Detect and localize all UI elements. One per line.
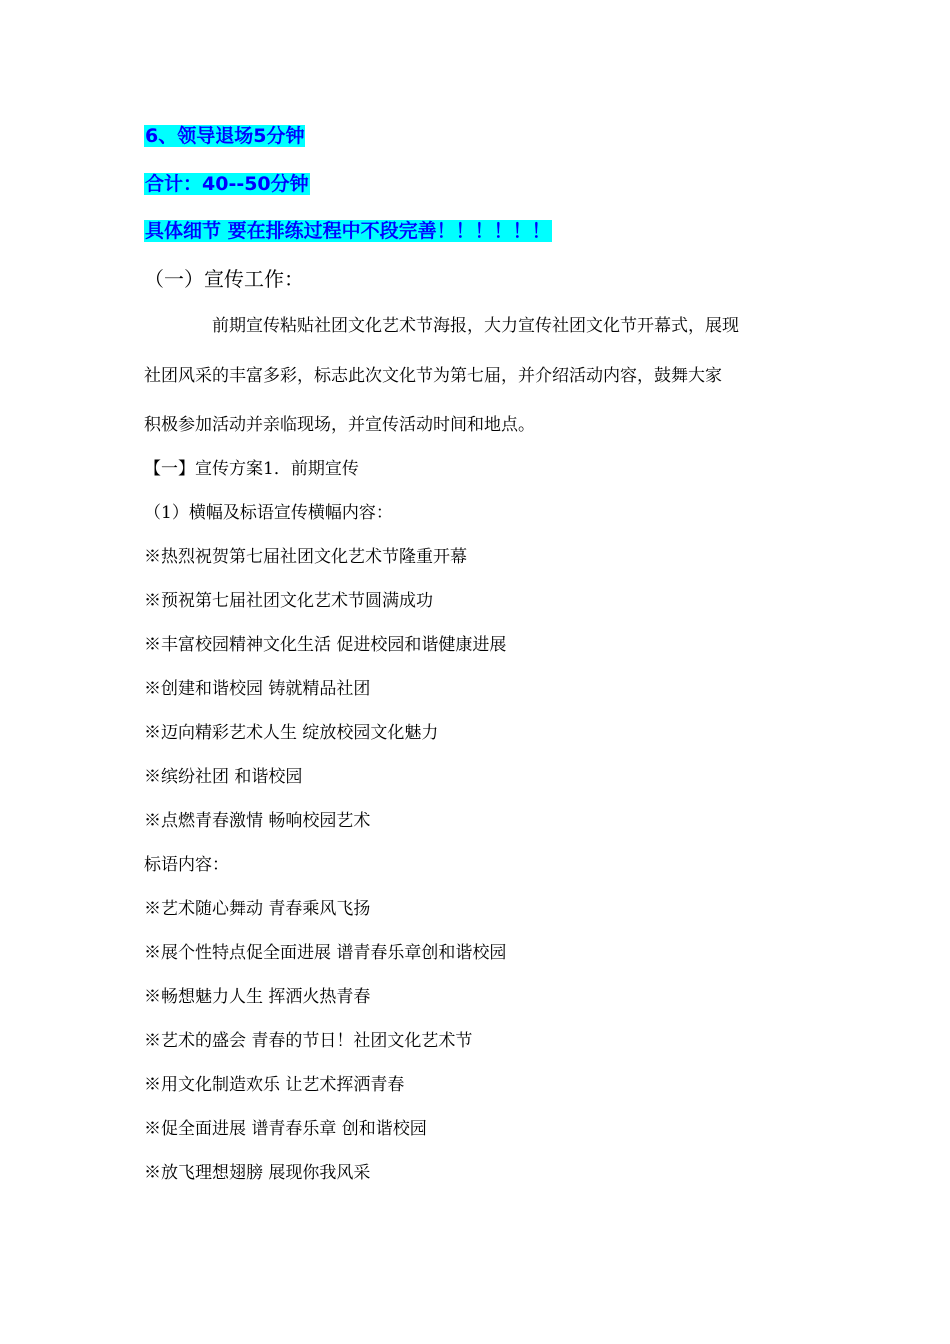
highlight-text: 合计：40--50分钟 [145,173,309,195]
slogan-item: ※艺术随心舞动 青春乘风飞扬 [144,899,371,919]
banner-item: ※点燃青春激情 畅响校园艺术 [144,811,371,831]
highlight-text: 6、领导退场5分钟 [145,125,305,147]
intro-line-1: 前期宣传粘贴社团文化艺术节海报，大力宣传社团文化节开幕式，展现 [212,316,739,336]
highlight-line-details-note [144,218,552,245]
plan-heading: 【一】宣传方案1．前期宣传 [144,459,359,479]
banner-item: ※热烈祝贺第七届社团文化艺术节隆重开幕 [144,547,467,567]
slogan-item: ※艺术的盛会 青春的节日！社团文化艺术节 [144,1031,473,1051]
slogan-heading: 标语内容： [144,855,229,875]
intro-line-3: 积极参加活动并亲临现场，并宣传活动时间和地点。 [144,415,535,435]
slogan-item: ※展个性特点促全面进展 谱青春乐章创和谐校园 [144,943,507,963]
banner-item: ※缤纷社团 和谐校园 [144,767,303,787]
slogan-item: ※放飞理想翅膀 展现你我风采 [144,1163,371,1183]
banner-heading: （1）横幅及标语宣传横幅内容： [144,503,393,523]
slogan-item: ※促全面进展 谱青春乐章 创和谐校园 [144,1119,427,1139]
highlight-line-leader-exit [144,123,305,150]
banner-item: ※迈向精彩艺术人生 绽放校园文化魅力 [144,723,439,743]
banner-item: ※创建和谐校园 铸就精品社团 [144,679,371,699]
section-title: （一）宣传工作： [144,267,304,291]
intro-line-2: 社团风采的丰富多彩，标志此次文化节为第七届，并介绍活动内容，鼓舞大家 [144,366,722,386]
banner-item: ※预祝第七届社团文化艺术节圆满成功 [144,591,433,611]
banner-item: ※丰富校园精神文化生活 促进校园和谐健康进展 [144,635,507,655]
highlight-text: 具体细节 要在排练过程中不段完善！！！！！！ [145,220,551,242]
highlight-line-total-time [144,171,310,198]
slogan-item: ※用文化制造欢乐 让艺术挥洒青春 [144,1075,405,1095]
slogan-item: ※畅想魅力人生 挥洒火热青春 [144,987,371,1007]
